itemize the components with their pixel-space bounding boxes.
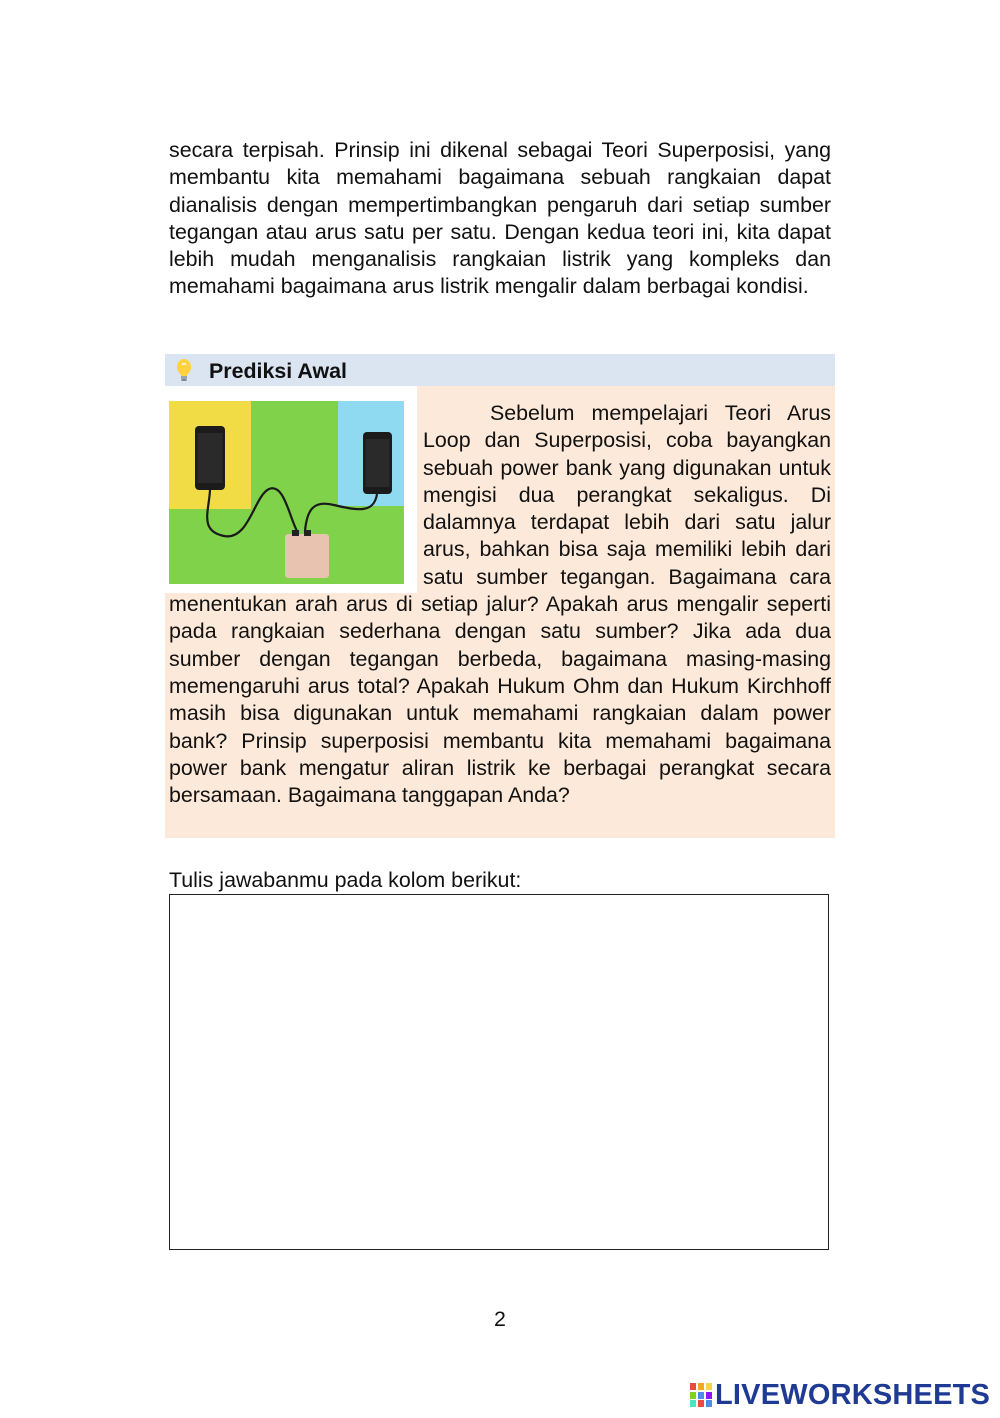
liveworksheets-logo[interactable] [690,1378,990,1412]
prediction-text: Sebelum mempelajari Teori Arus Loop dan Superposisi, coba bayangkan sebuah power bank yang digunakan untuk mengisi dua perangkat sekaligus. Di dalamnya terdapat lebih dari satu jalur arus, bahkan bisa saja memiliki lebih dari satu sumber tegangan. Bagaimana cara menentukan arah arus di setiap jalur? Apakah arus mengalir seperti pada rangkaian sederhana dengan satu sumber? Jika ada dua sumber dengan tegangan berbeda, bagaimana masing-masing memengaruhi arus total? Apakah Hukum Ohm dan Hukum Kirchhoff masih bisa digunakan untuk memahami rangkaian dalam power bank? Prinsip superposisi membantu kita memahami bagaimana power bank mengatur aliran listrik ke berbagai perangkat secara bersamaan. Bagaimana tanggapan Anda? [169,401,831,808]
intro-paragraph: secara terpisah. Prinsip ini dikenal sebagai Teori Superposisi, yang membantu kita memahami bagaimana sebuah rangkaian dapat dianalisis dengan mempertimbangkan pengaruh dari setiap sumber tegangan atau arus satu per satu. Dengan kedua teori ini, kita dapat lebih mudah menganalisis rangkaian listrik yang kompleks dan memahami bagaimana arus listrik mengalir dalam berbagai kondisi. [169,138,831,299]
answer-label: Tulis jawabanmu pada kolom berikut: [169,868,522,892]
page-number: 2 [494,1307,506,1331]
section-header-prediksi [165,354,835,386]
section-title: Prediksi Awal [209,359,347,383]
liveworksheets-grid-icon [690,1383,712,1407]
lightbulb-icon [173,358,195,384]
answer-textbox[interactable] [169,894,829,1250]
prediction-paragraph [169,400,831,809]
liveworksheets-wordmark: LIVEWORKSHEETS [715,1379,991,1411]
